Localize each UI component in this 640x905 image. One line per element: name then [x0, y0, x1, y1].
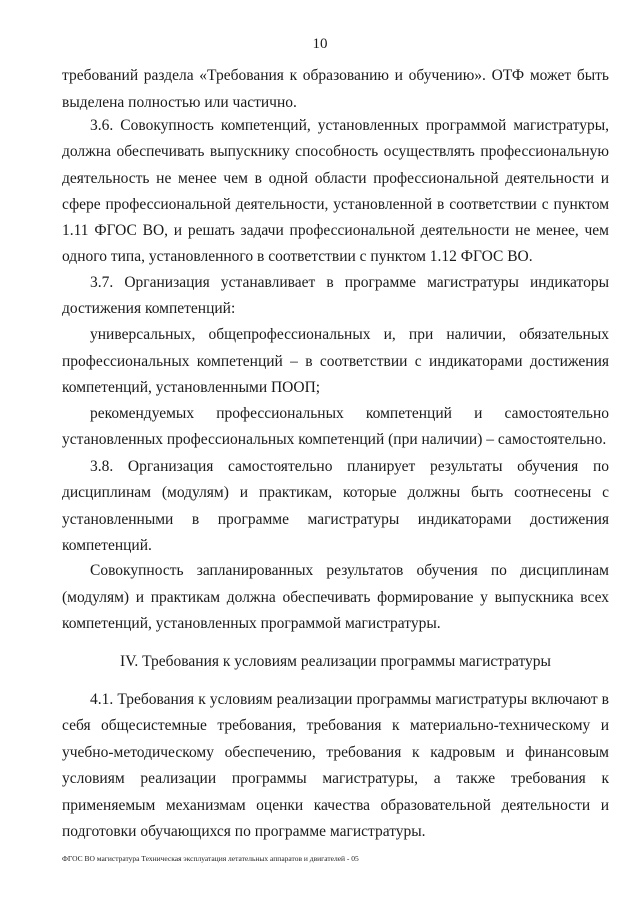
paragraph-4-1: 4.1. Требования к условиям реализации программы магистратуры включают в себя общесистемные требования, требования к материально-техническому и учебно-методическому обеспечению, требования к кадровым и финансовым условиям реализации программы магистратуры, а также требования к применяемым механизмам оценки качества образовательной деятельности и подготовки обучающихся по программе магистратуры. [62, 691, 609, 841]
paragraph-universal-competencies: универсальных, общепрофессиональных и, при наличии, обязательных профессиональных компетенций – в соответствии с индикаторами достижения компетенций, установленными ПООП; [62, 326, 609, 396]
paragraph-planned-results: Совокупность запланированных результатов обучения по дисциплинам (модулям) и практикам должна обеспечивать формирование у выпускника всех компетенций, установленных программой магистратуры. [62, 562, 609, 632]
paragraph-3-8: 3.8. Организация самостоятельно планирует результаты обучения по дисциплинам (модулям) и практикам, которые должны быть соотнесены с установленными в программе магистратуры индикаторами достижения компетенций. [62, 458, 609, 554]
page-number: 10 [312, 36, 328, 52]
paragraph-continuation: требований раздела «Требования к образованию и обучению». ОТФ может быть выделена полностью или частично. [62, 67, 609, 111]
section-heading: IV. Требования к условиям реализации программы магистратуры [120, 653, 551, 670]
paragraph-3-6: 3.6. Совокупность компетенций, установленных программой магистратуры, должна обеспечивать выпускнику способность осуществлять профессиональную деятельность не менее чем в одной области профессиональной деятельности и сфере профессиональной деятельности, установленной в соответствии с пунктом 1.11 ФГОС ВО, и решать задачи профессиональной деятельности не менее, чем одного типа, установленного в соответствии с пунктом 1.12 ФГОС ВО. [62, 117, 609, 266]
paragraph-3-7: 3.7. Организация устанавливает в программе магистратуры индикаторы достижения компетенций: [62, 274, 609, 317]
paragraph-recommended-competencies: рекомендуемых профессиональных компетенций и самостоятельно установленных профессиональных компетенций (при наличии) – самостоятельно. [62, 405, 609, 448]
footer-text: ФГОС ВО магистратура Техническая эксплуатация летательных аппаратов и двигателей - 05 [62, 854, 359, 863]
